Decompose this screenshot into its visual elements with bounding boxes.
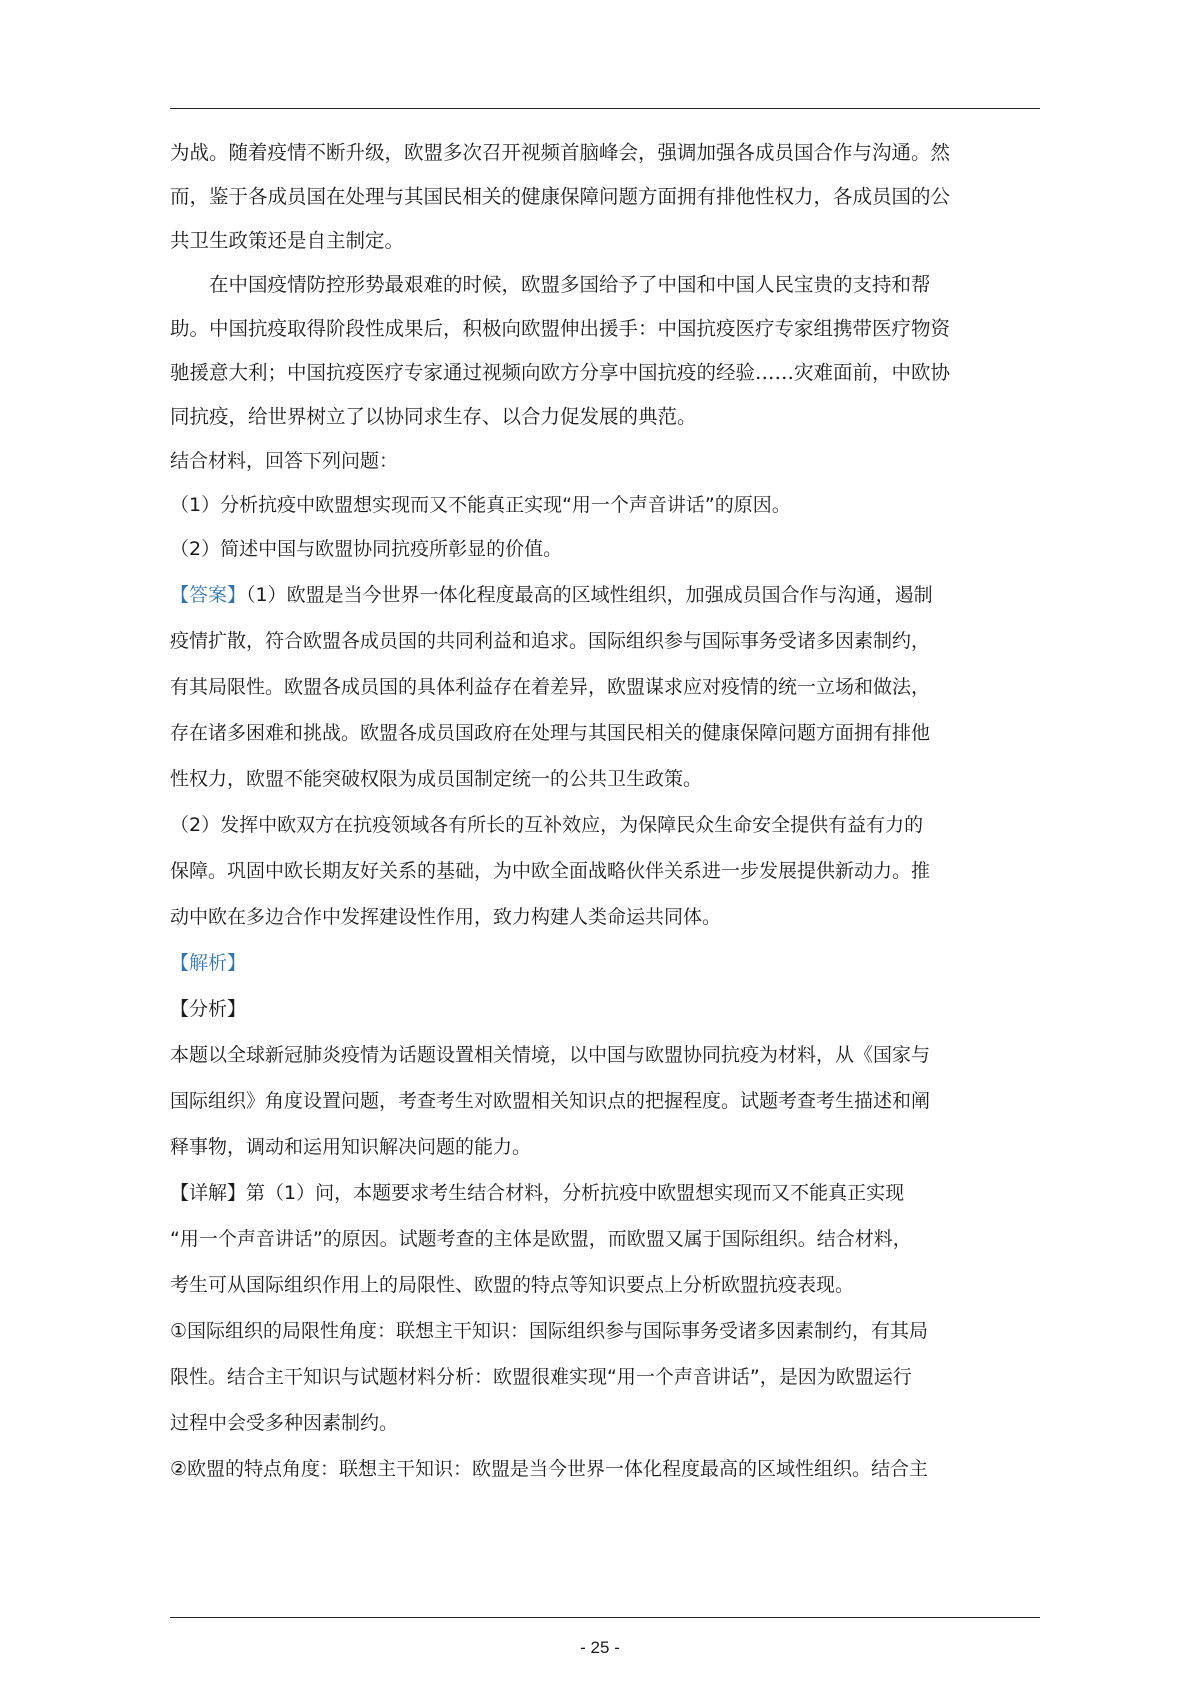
detail-line: 过程中会受多种因素制约。: [170, 1412, 399, 1434]
paragraph-line: 而，鉴于各成员国在处理与其国民相关的健康保障问题方面拥有排他性权力，各成员国的公: [170, 185, 951, 208]
answer-line: 保障。巩固中欧长期友好关系的基础，为中欧全面战略伙伴关系进一步发展提供新动力。推: [170, 860, 931, 882]
detail-line: 【详解】第（1）问，本题要求考生结合材料，分析抗疫中欧盟想实现而又不能真正实现: [170, 1182, 905, 1204]
detail-label: 【详解】: [170, 1182, 247, 1204]
paragraph-line: 助。中国抗疫取得阶段性成果后，积极向欧盟伸出援手：中国抗疫医疗专家组携带医疗物资: [170, 317, 951, 340]
answer-line: 有其局限性。欧盟各成员国的具体利益存在着差异，欧盟谋求应对疫情的统一立场和做法，: [170, 676, 931, 698]
detail-line: 限性。结合主干知识与试题材料分析：欧盟很难实现“用一个声音讲话”，是因为欧盟运行: [170, 1366, 912, 1388]
answer-line: 【答案】（1）欧盟是当今世界一体化程度最高的区域性组织，加强成员国合作与沟通，遏制: [170, 584, 933, 606]
paragraph-line: 驰援意大利；中国抗疫医疗专家通过视频向欧方分享中国抗疫的经验……灾难面前，中欧协: [170, 361, 951, 384]
header-rule: [170, 108, 1040, 109]
question-item: （1）分析抗疫中欧盟想实现而又不能真正实现“用一个声音讲话”的原因。: [170, 494, 791, 516]
analysis-line: 国际组织》角度设置问题，考查考生对欧盟相关知识点的把握程度。试题考查考生描述和阐: [170, 1090, 931, 1112]
answer-line: 动中欧在多边合作中发挥建设性作用，致力构建人类命运共同体。: [170, 906, 722, 928]
question-prompt: 结合材料，回答下列问题：: [170, 450, 399, 472]
paragraph-line: 在中国疫情防控形势最艰难的时候，欧盟多国给予了中国和中国人民宝贵的支持和帮: [209, 273, 931, 296]
question-item: （2）简述中国与欧盟协同抗疫所彰显的价值。: [170, 538, 563, 560]
analysis-line: 本题以全球新冠肺炎疫情为话题设置相关情境，以中国与欧盟协同抗疫为材料，从《国家与: [170, 1044, 931, 1066]
paragraph-line: 同抗疫，给世界树立了以协同求生存、以合力促发展的典范。: [170, 405, 697, 428]
paragraph-line: 共卫生政策还是自主制定。: [170, 229, 405, 252]
analysis-label: 【解析】: [170, 952, 247, 974]
answer-line: 疫情扩散，符合欧盟各成员国的共同利益和追求。国际组织参与国际事务受诸多因素制约，: [170, 630, 931, 652]
page-number: - 25 -: [580, 1638, 620, 1657]
analysis-subheader: 【分析】: [170, 998, 247, 1020]
footer-rule: [170, 1617, 1040, 1618]
detail-line: ①国际组织的局限性角度：联想主干知识：国际组织参与国际事务受诸多因素制约，有其局: [170, 1320, 929, 1342]
answer-label: 【答案】: [170, 584, 247, 606]
paragraph-line: 为战。随着疫情不断升级，欧盟多次召开视频首脑峰会，强调加强各成员国合作与沟通。然: [170, 141, 951, 164]
analysis-line: 释事物，调动和运用知识解决问题的能力。: [170, 1136, 532, 1158]
answer-line: 性权力，欧盟不能突破权限为成员国制定统一的公共卫生政策。: [170, 768, 703, 790]
answer-line: 存在诸多困难和挑战。欧盟各成员国政府在处理与其国民相关的健康保障问题方面拥有排他: [170, 722, 931, 744]
detail-line: ②欧盟的特点角度：联想主干知识：欧盟是当今世界一体化程度最高的区域性组织。结合主: [170, 1458, 929, 1480]
detail-line: “用一个声音讲话”的原因。试题考查的主体是欧盟，而欧盟又属于国际组织。结合材料，: [170, 1228, 912, 1250]
answer-line: （2）发挥中欧双方在抗疫领域各有所长的互补效应，为保障民众生命安全提供有益有力的: [170, 814, 924, 836]
detail-line: 考生可从国际组织作用上的局限性、欧盟的特点等知识要点上分析欧盟抗疫表现。: [170, 1274, 855, 1296]
